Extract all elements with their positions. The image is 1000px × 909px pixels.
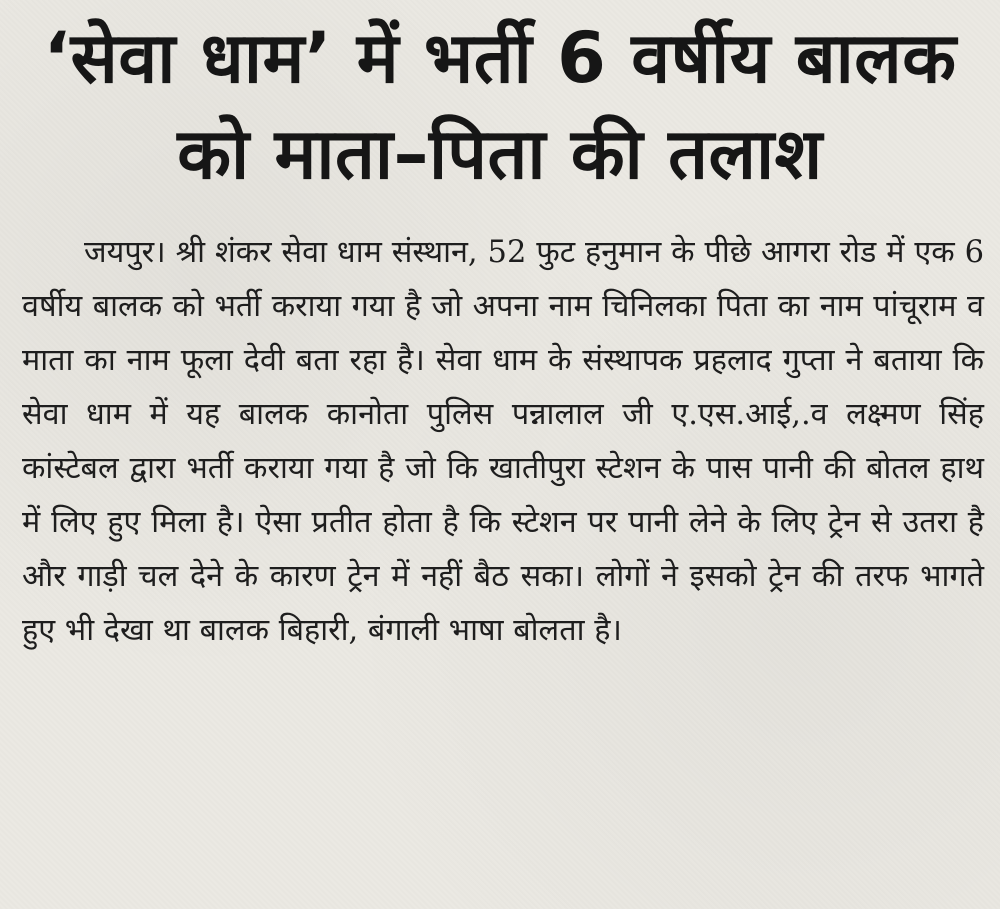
article-paragraph: जयपुर। श्री शंकर सेवा धाम संस्थान, 52 फुट हनुमान के पीछे आगरा रोड में एक 6 वर्षीय बालक को भर्ती कराया गया है जो अपना नाम चिनिलका पिता का नाम पांचूराम व माता का नाम फूला देवी बता रहा है। सेवा धाम के संस्थापक प्रहलाद गुप्ता ने बताया कि सेवा धाम में यह बालक कानोता पुलिस पन्नालाल जी ए.एस.आई,.व लक्ष्मण सिंह कांस्टेबल द्वारा भर्ती कराया गया है जो कि खातीपुरा स्टेशन के पास पानी की बोतल हाथ में लिए हुए मिला है। ऐसा प्रतीत होता है कि स्टेशन पर पानी लेने के लिए ट्रेन से उतरा है और गाड़ी चल देने के कारण ट्रेन में नहीं बैठ सका। लोगों ने इसको ट्रेन की तरफ भागते हुए भी देखा था बालक बिहारी, बंगाली भाषा बोलता है। <box>22 235 984 648</box>
article-body <box>0 202 1000 658</box>
headline-line-2: को माता–पिता की तलाश <box>177 113 823 195</box>
headline <box>0 0 1000 202</box>
headline-line-1: ‘सेवा धाम’ में भर्ती 6 वर्षीय बालक <box>43 17 957 99</box>
